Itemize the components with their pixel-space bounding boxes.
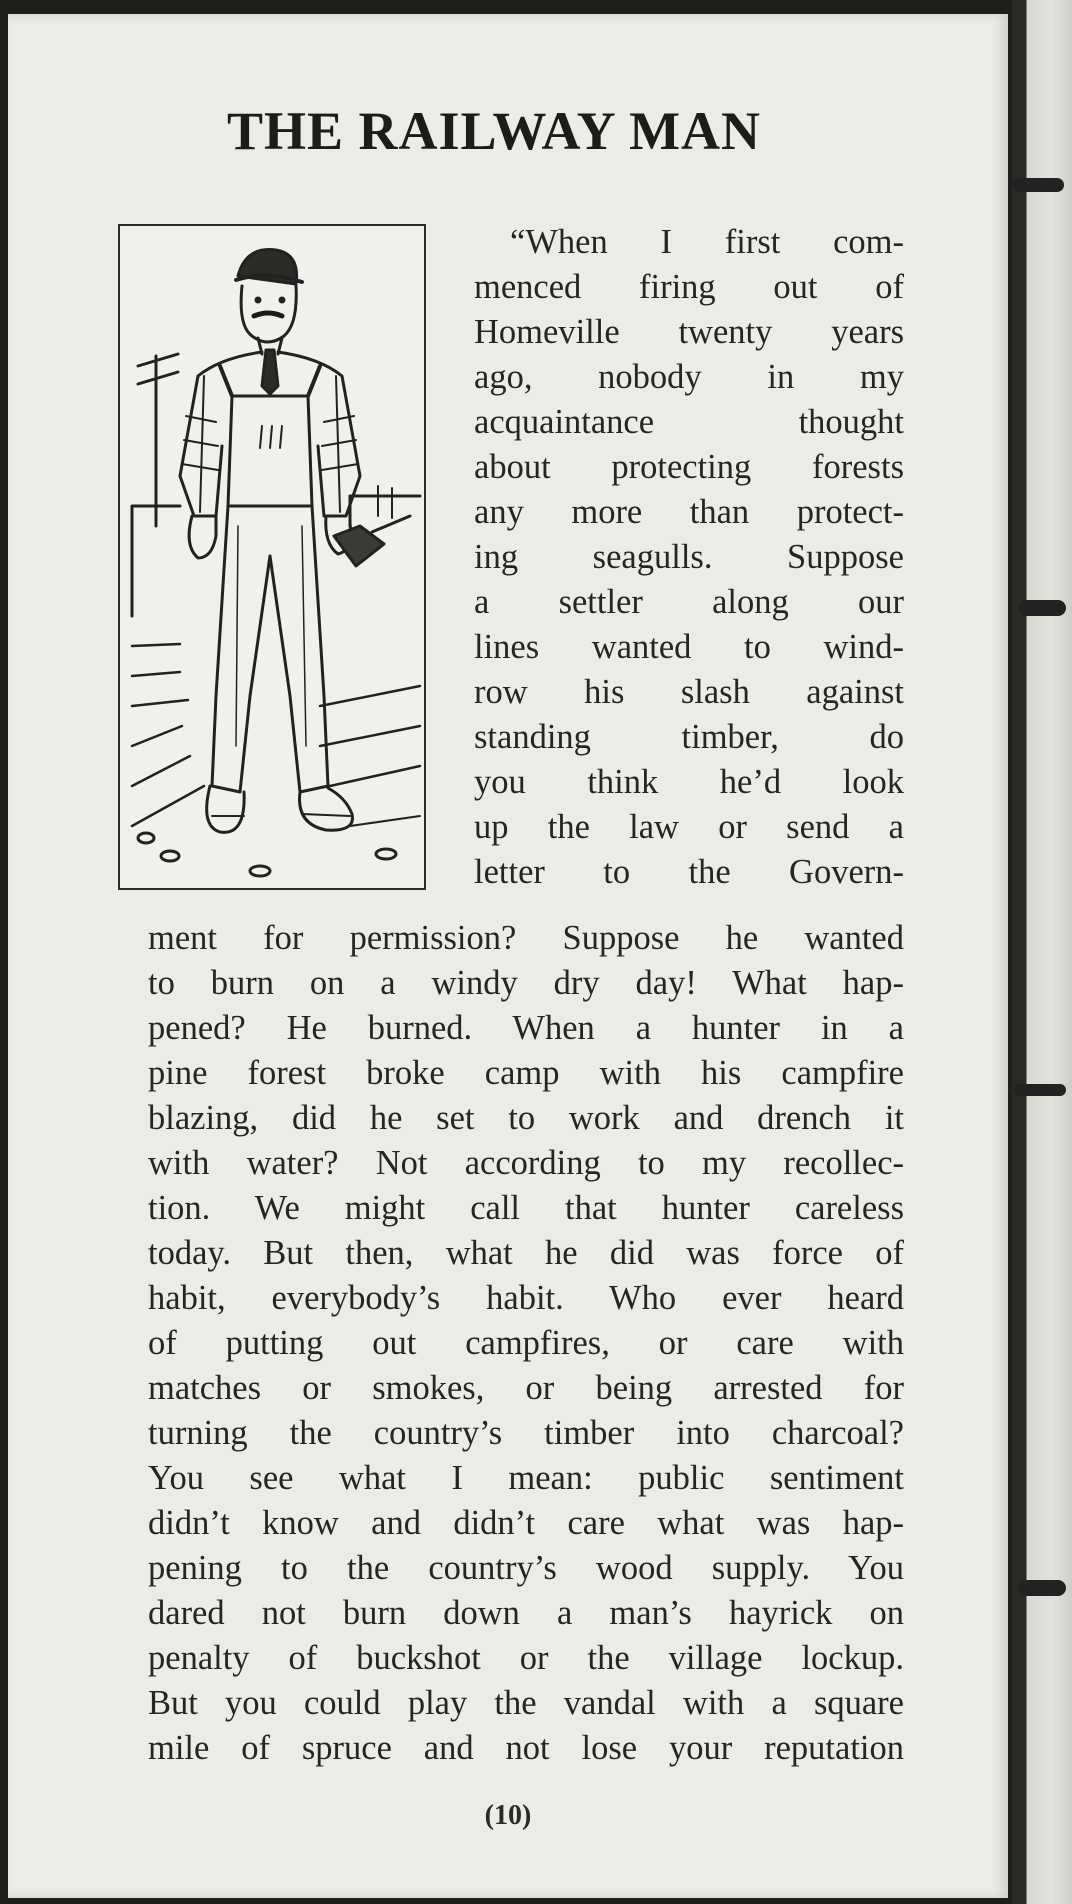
text-line: tion. We might call that hunter careless — [148, 1189, 904, 1227]
text-line: penalty of buckshot or the village lockup. — [148, 1639, 904, 1677]
text-line: with water? Not according to my recollec- — [148, 1144, 904, 1182]
text-line: acquaintance thought — [474, 403, 904, 441]
text-line: a settler along our — [474, 583, 904, 621]
text-line: to burn on a windy dry day! What hap- — [148, 964, 904, 1002]
text-line: But you could play the vandal with a square — [148, 1684, 904, 1722]
text-line: turning the country’s timber into charcoal? — [148, 1414, 904, 1452]
text-line: You see what I mean: public sentiment — [148, 1459, 904, 1497]
text-line: pine forest broke camp with his campfire — [148, 1054, 904, 1092]
text-line: ago, nobody in my — [474, 358, 904, 396]
text-line: lines wanted to wind- — [474, 628, 904, 666]
text-line: pened? He burned. When a hunter in a — [148, 1009, 904, 1047]
wrapped-paragraph — [474, 220, 904, 895]
text-line: ing seagulls. Suppose — [474, 538, 904, 576]
text-line: menced firing out of — [474, 268, 904, 306]
binding-edge — [1012, 0, 1072, 1904]
text-line: ment for permission? Suppose he wanted — [148, 919, 904, 957]
text-line: today. But then, what he did was force of — [148, 1234, 904, 1272]
text-line: pening to the country’s wood supply. You — [148, 1549, 904, 1587]
binding-stitch — [1018, 1580, 1066, 1596]
text-line: up the law or send a — [474, 808, 904, 846]
text-line: row his slash against — [474, 673, 904, 711]
binding-stitch — [1018, 600, 1066, 616]
text-line: letter to the Govern- — [474, 853, 904, 891]
text-line: Homeville twenty years — [474, 313, 904, 351]
text-line: of putting out campfires, or care with — [148, 1324, 904, 1362]
text-line: any more than protect- — [474, 493, 904, 531]
text-line: about protecting forests — [474, 448, 904, 486]
text-line: standing timber, do — [474, 718, 904, 756]
text-line: blazing, did he set to work and drench it — [148, 1099, 904, 1137]
text-line: habit, everybody’s habit. Who ever heard — [148, 1279, 904, 1317]
text-line: “When I first com- — [510, 223, 904, 261]
text-line: matches or smokes, or being arrested for — [148, 1369, 904, 1407]
railway-man-illustration-icon — [118, 224, 426, 890]
book-page — [8, 14, 1008, 1898]
page-title: THE RAILWAY MAN — [226, 101, 762, 161]
full-width-paragraph — [148, 916, 904, 1771]
text-line: mile of spruce and not lose your reputation — [148, 1729, 904, 1767]
text-line: you think he’d look — [474, 763, 904, 801]
page-number: (10) — [484, 1800, 532, 1831]
binding-stitch — [1014, 1084, 1066, 1096]
text-line: dared not burn down a man’s hayrick on — [148, 1594, 904, 1632]
binding-stitch — [1012, 178, 1064, 192]
text-line: didn’t know and didn’t care what was hap- — [148, 1504, 904, 1542]
